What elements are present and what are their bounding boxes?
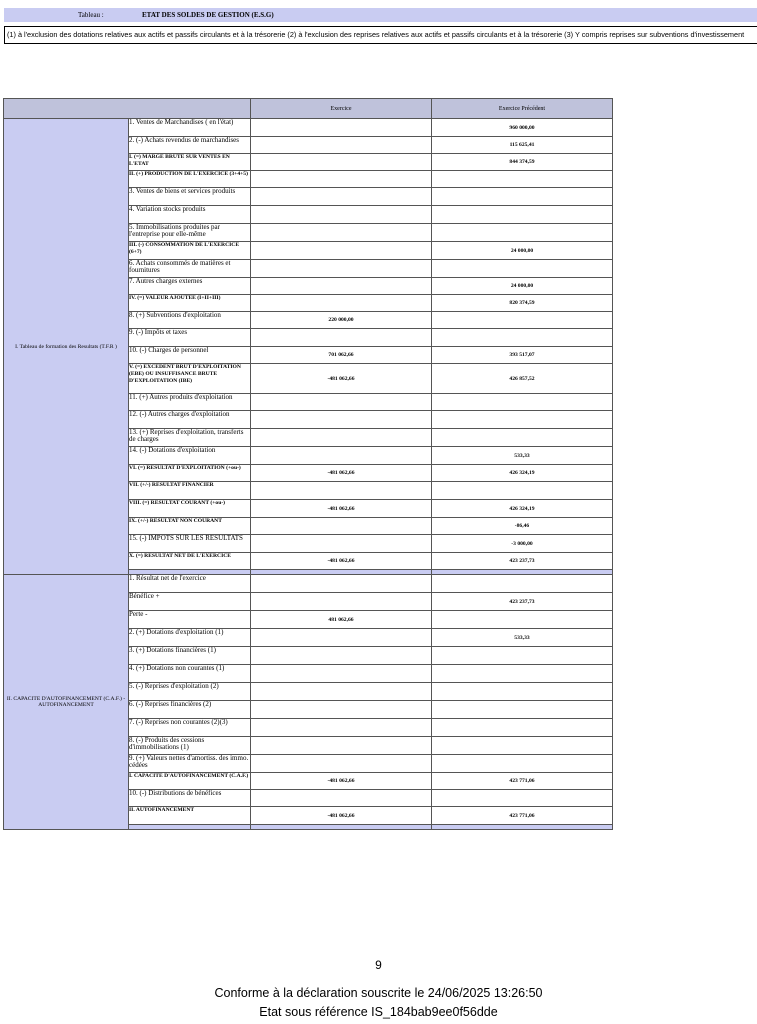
row-label: V. (=) EXCEDENT BRUT D'EXPLOITATION (EBE) OU INSUFFISANCE BRUTE D'EXPLOITATION (IBE) (129, 364, 251, 394)
row-label: X. (=) RESULTAT NET DE L'EXERCICE (129, 553, 251, 570)
value-precedent (432, 665, 613, 683)
value-precedent (432, 482, 613, 500)
value-exercice: 701 062,66 (251, 347, 432, 364)
value-precedent: -86,46 (432, 518, 613, 535)
row-label: 15. (-) IMPOTS SUR LES RESULTATS (129, 535, 251, 553)
row-label: 11. (+) Autres produits d'exploitation (129, 394, 251, 411)
value-precedent: 24 000,00 (432, 242, 613, 260)
value-precedent (432, 737, 613, 755)
value-exercice (251, 295, 432, 312)
row-label: VIII. (=) RESULTAT COURANT (+ou-) (129, 500, 251, 518)
value-precedent (432, 755, 613, 773)
value-exercice: -481 062,66 (251, 465, 432, 482)
header-blank-cell (4, 99, 251, 119)
row-label: I. CAPACITE D'AUTOFINANCEMENT (C.A.F.) (129, 773, 251, 790)
row-label: 6. Achats consommés de matières et fournitures (129, 260, 251, 278)
conformity-statement: Conforme à la déclaration souscrite le 24/06/2025 13:26:50 (214, 986, 543, 1000)
row-label: 4. Variation stocks produits (129, 206, 251, 224)
row-label: 8. (+) Subventions d'exploitation (129, 312, 251, 329)
row-label: Perte - (129, 611, 251, 629)
row-label: 4. (+) Dotations non courantes (1) (129, 665, 251, 683)
table-row (4, 119, 613, 137)
value-precedent: 426 324,19 (432, 465, 613, 482)
row-label: Bénéfice + (129, 593, 251, 611)
row-label: 5. (-) Reprises d'exploitation (2) (129, 683, 251, 701)
row-label: 13. (+) Reprises d'exploitation, transferts de charges (129, 429, 251, 447)
value-exercice: 220 000,00 (251, 312, 432, 329)
value-precedent: 820 374,59 (432, 295, 613, 312)
value-exercice (251, 137, 432, 154)
value-precedent: 426 324,19 (432, 500, 613, 518)
value-precedent (432, 701, 613, 719)
row-label: VII. (+/-) RESULTAT FINANCIER (129, 482, 251, 500)
table-header-bar (4, 8, 757, 22)
value-exercice (251, 119, 432, 137)
value-exercice (251, 790, 432, 807)
footnote-box: (1) à l'exclusion des dotations relatives aux actifs et passifs circulants et à la trésorerie (2) à l'exclusion des reprises relatives aux actifs et passifs circulants et à la trésorerie (3) Y compris reprises sur subventions d'investissement (4, 26, 757, 44)
value-exercice (251, 535, 432, 553)
row-label: 7. (-) Reprises non courantes (2)(3) (129, 719, 251, 737)
value-precedent: 844 374,59 (432, 154, 613, 171)
value-precedent (432, 171, 613, 188)
value-precedent (432, 312, 613, 329)
row-label: 3. Ventes de biens et services produits (129, 188, 251, 206)
table-title: ETAT DES SOLDES DE GESTION (E.S.G) (142, 11, 274, 19)
row-label: 2. (+) Dotations d'exploitation (1) (129, 629, 251, 647)
row-label: I. (=) MARGE BRUTE SUR VENTES EN L'ETAT (129, 154, 251, 171)
value-exercice (251, 278, 432, 295)
row-label: IV. (=) VALEUR AJOUTEE (I+II+III) (129, 295, 251, 312)
row-label: 9. (+) Valeurs nettes d'amortiss. des immo. cédées (129, 755, 251, 773)
value-precedent (432, 575, 613, 593)
value-precedent (432, 719, 613, 737)
value-exercice (251, 719, 432, 737)
value-precedent (432, 790, 613, 807)
row-label: 12. (-) Autres charges d'exploitation (129, 411, 251, 429)
value-exercice (251, 260, 432, 278)
esg-table (3, 98, 613, 830)
row-label: 8. (-) Produits des cessions d'immobilisations (1) (129, 737, 251, 755)
value-precedent (432, 260, 613, 278)
value-precedent: 426 857,52 (432, 364, 613, 394)
value-exercice (251, 518, 432, 535)
value-precedent (432, 611, 613, 629)
value-precedent (432, 411, 613, 429)
reference-statement: Etat sous référence IS_184bab9ee0f56dde (259, 1005, 498, 1019)
value-exercice (251, 755, 432, 773)
row-label: 1. Résultat net de l'exercice (129, 575, 251, 593)
row-label: 10. (-) Charges de personnel (129, 347, 251, 364)
row-label: 14. (-) Dotations d'exploitation (129, 447, 251, 465)
row-label: II. AUTOFINANCEMENT (129, 807, 251, 825)
value-exercice: -481 062,66 (251, 364, 432, 394)
table-label: Tableau : (78, 11, 104, 19)
value-precedent: 960 000,00 (432, 119, 613, 137)
separator-cell (129, 825, 251, 830)
column-header-exercice-precedent: Exercice Précédent (432, 99, 613, 119)
value-precedent (432, 329, 613, 347)
row-label: 10. (-) Distributions de bénéfices (129, 790, 251, 807)
value-precedent: 393 517,07 (432, 347, 613, 364)
value-precedent: 423 237,73 (432, 553, 613, 570)
value-precedent (432, 224, 613, 242)
separator-cell (432, 825, 613, 830)
row-label: 2. (-) Achats revendus de marchandises (129, 137, 251, 154)
row-label: II. (+) PRODUCTION DE L'EXERCICE (3+4+5) (129, 171, 251, 188)
value-exercice (251, 447, 432, 465)
value-precedent (432, 647, 613, 665)
row-label: 6. (-) Reprises financières (2) (129, 701, 251, 719)
value-exercice (251, 411, 432, 429)
value-exercice: -481 062,66 (251, 773, 432, 790)
value-exercice (251, 206, 432, 224)
value-exercice (251, 242, 432, 260)
value-precedent (432, 429, 613, 447)
row-label: IX. (+/-) RESULTAT NON COURANT (129, 518, 251, 535)
value-exercice (251, 171, 432, 188)
page-number: 9 (375, 958, 382, 972)
table-row (4, 575, 613, 593)
row-label: 9. (-) Impôts et taxes (129, 329, 251, 347)
value-exercice (251, 482, 432, 500)
value-exercice (251, 224, 432, 242)
value-exercice (251, 188, 432, 206)
row-label: III. (-) CONSOMMATION DE L'EXERCICE (6+7) (129, 242, 251, 260)
value-precedent: 423 771,06 (432, 807, 613, 825)
value-precedent (432, 683, 613, 701)
row-label: 7. Autres charges externes (129, 278, 251, 295)
value-exercice (251, 429, 432, 447)
value-precedent: 533,33 (432, 447, 613, 465)
value-exercice (251, 737, 432, 755)
value-exercice: -481 062,66 (251, 553, 432, 570)
value-precedent (432, 206, 613, 224)
separator-cell (251, 825, 432, 830)
section1-title: I. Tableau de formation des Resultats (T.F.R ) (4, 119, 129, 575)
value-exercice (251, 683, 432, 701)
value-exercice (251, 665, 432, 683)
value-precedent: 423 771,06 (432, 773, 613, 790)
value-precedent: 423 237,73 (432, 593, 613, 611)
row-label: 1. Ventes de Marchandises ( en l'état) (129, 119, 251, 137)
value-exercice (251, 575, 432, 593)
value-precedent: 24 000,00 (432, 278, 613, 295)
value-precedent (432, 394, 613, 411)
column-header-exercice: Exercice (251, 99, 432, 119)
value-exercice: 481 062,66 (251, 611, 432, 629)
value-exercice: -481 062,66 (251, 500, 432, 518)
value-exercice (251, 329, 432, 347)
value-exercice (251, 629, 432, 647)
value-precedent: -3 000,00 (432, 535, 613, 553)
row-label: 5. Immobilisations produites par l'entreprise pour elle-même (129, 224, 251, 242)
value-exercice (251, 593, 432, 611)
value-exercice (251, 394, 432, 411)
row-label: 3. (+) Dotations financières (1) (129, 647, 251, 665)
row-label: VI. (=) RESULTAT D'EXPLOITATION (+ou-) (129, 465, 251, 482)
value-exercice (251, 647, 432, 665)
section2-title: II. CAPACITE D'AUTOFINANCEMENT (C.A.F.) - AUTOFINANCEMENT (4, 575, 129, 830)
value-precedent: 115 625,41 (432, 137, 613, 154)
value-exercice (251, 154, 432, 171)
value-precedent (432, 188, 613, 206)
value-exercice: -481 062,66 (251, 807, 432, 825)
value-precedent: 533,33 (432, 629, 613, 647)
value-exercice (251, 701, 432, 719)
